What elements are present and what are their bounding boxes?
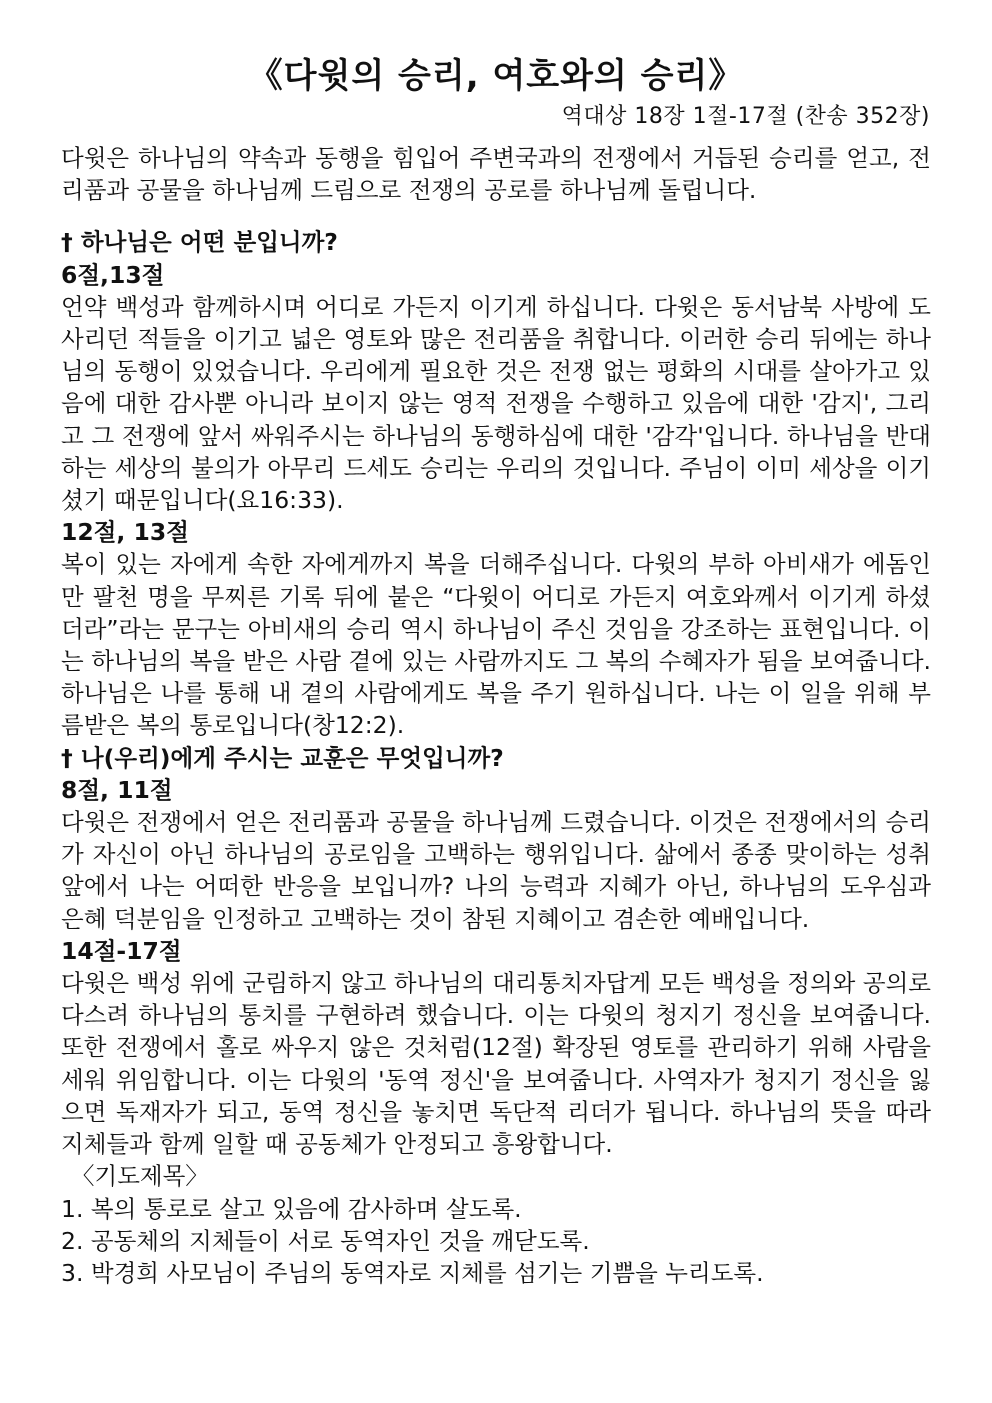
prayer-item: 3. 박경희 사모님이 주님의 동역자로 지체를 섬기는 기쁨을 누리도록. <box>61 1258 764 1287</box>
verse-paragraph: 복이 있는 자에게 속한 자에게까지 복을 더해주십니다. 다윗의 부하 아비새가 에돔인 만 팔천 명을 무찌른 기록 뒤에 붙은 “다윗이 어디로 가든지 여호와께서 이기게 하셨더라”라는 문구는 아비새의 승리 역시 하나님이 주신 것임을 강조하는 표현입니다. 이는 하나님의 복을 받은 사람 곁에 있는 사람까지도 그 복의 수혜자가 됨을 보여줍니다. 하나님은 나를 통해 내 곁의 사람에게도 복을 주기 원하십니다. 나는 이 일을 위해 부름받은 복의 통로입니다(창12:2). <box>61 550 931 740</box>
intro-paragraph: 다윗은 하나님의 약속과 동행을 힘입어 주변국과의 전쟁에서 거듭된 승리를 얻고, 전리품과 공물을 하나님께 드림으로 전쟁의 공로를 하나님께 돌립니다. <box>61 144 931 205</box>
verse-paragraph: 언약 백성과 함께하시며 어디로 가든지 이기게 하십니다. 다윗은 동서남북 사방에 도사리던 적들을 이기고 넓은 영토와 많은 전리품을 취합니다. 이러한 승리 뒤에는 하나님의 동행이 있었습니다. 우리에게 필요한 것은 전쟁 없는 평화의 시대를 살아가고 있음에 대한 감사뿐 아니라 보이지 않는 영적 전쟁을 수행하고 있음에 대한 '감지', 그리고 그 전쟁에 앞서 싸워주시는 하나님의 동행하심에 대한 '감각'입니다. 하나님을 반대하는 세상의 불의가 아무리 드세도 승리는 우리의 것입니다. 주님이 이미 세상을 이기셨기 때문입니다(요16:33). <box>61 292 931 515</box>
verse-heading: 12절, 13절 <box>61 518 189 547</box>
verse-heading: 8절, 11절 <box>61 775 173 804</box>
prayer-item: 1. 복의 통로로 살고 있음에 감사하며 살도록. <box>61 1194 522 1223</box>
verse-heading: 14절-17절 <box>61 936 182 965</box>
prayer-item: 2. 공동체의 지체들이 서로 동역자인 것을 깨닫도록. <box>61 1226 590 1255</box>
scripture-reference: 역대상 18장 1절-17절 (찬송 352장) <box>561 104 930 129</box>
section-heading-lesson: † 나(우리)에게 주시는 교훈은 무엇입니까? <box>61 743 504 772</box>
prayer-title: 〈기도제목〉 <box>71 1162 209 1191</box>
verse-paragraph: 다윗은 전쟁에서 얻은 전리품과 공물을 하나님께 드렸습니다. 이것은 전쟁에서의 승리가 자신이 아닌 하나님의 공로임을 고백하는 행위입니다. 삶에서 종종 맞이하는 성취 앞에서 나는 어떠한 반응을 보입니까? 나의 능력과 지혜가 아닌, 하나님의 도우심과 은혜 덕분임을 인정하고 고백하는 것이 참된 지혜이고 겸손한 예배입니다. <box>61 808 931 933</box>
verse-heading: 6절,13절 <box>61 260 165 289</box>
page-title: 《다윗의 승리, 여호와의 승리》 <box>248 56 744 96</box>
section-heading-god: † 하나님은 어떤 분입니까? <box>61 228 338 257</box>
content-body <box>61 142 931 1289</box>
verse-paragraph: 다윗은 백성 위에 군림하지 않고 하나님의 대리통치자답게 모든 백성을 정의와 공의로 다스려 하나님의 통치를 구현하려 했습니다. 이는 다윗의 청지기 정신을 보여줍니다. 또한 전쟁에서 홀로 싸우지 않은 것처럼(12절) 확장된 영토를 관리하기 위해 사람을 세워 위임합니다. 이는 다윗의 '동역 정신'을 보여줍니다. 사역자가 청지기 정신을 잃으면 독재자가 되고, 동역 정신을 놓치면 독단적 리더가 됩니다. 하나님의 뜻을 따라 지체들과 함께 일할 때 공동체가 안정되고 흥왕합니다. <box>61 969 931 1159</box>
